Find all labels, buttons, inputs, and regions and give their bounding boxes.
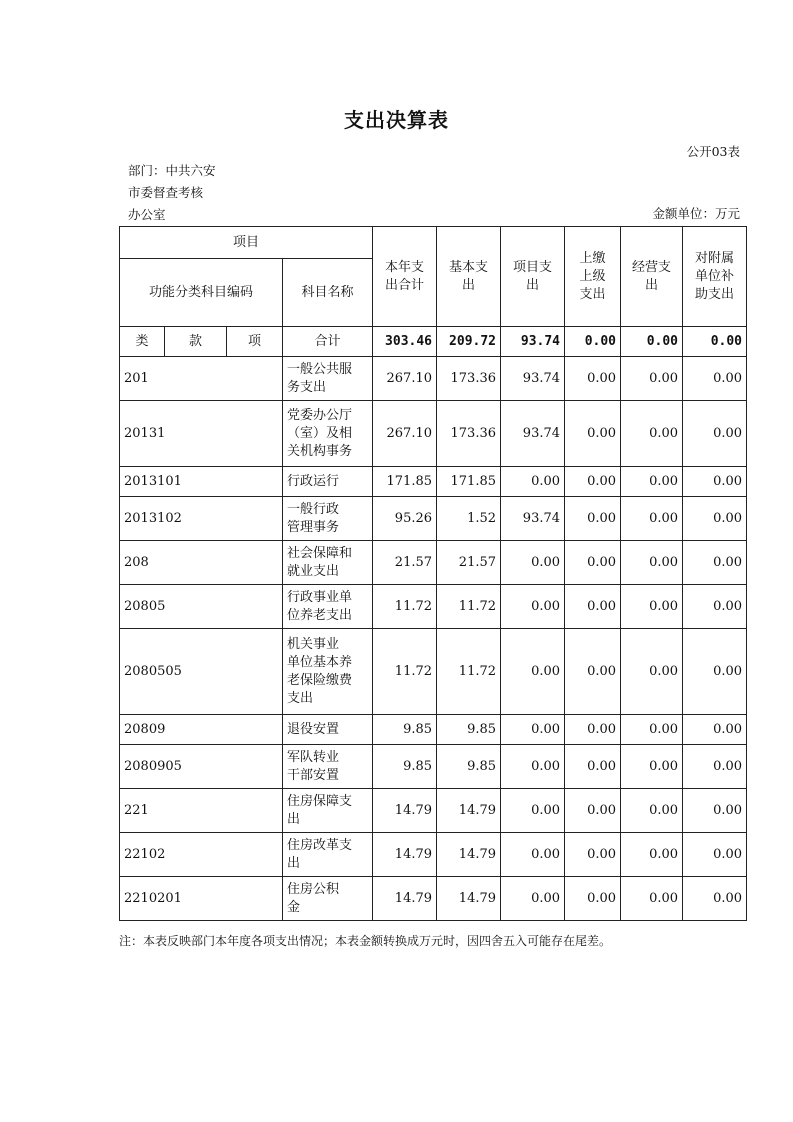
- row-value: 0.00: [621, 745, 683, 789]
- row-value: 14.79: [373, 877, 437, 921]
- row-value: 14.79: [437, 833, 501, 877]
- row-value: 11.72: [437, 629, 501, 715]
- row-value: 0.00: [501, 745, 565, 789]
- row-value: 0.00: [683, 789, 747, 833]
- header-func-code: 功能分类科目编码: [120, 259, 283, 327]
- row-value: 0.00: [621, 401, 683, 467]
- expenditure-table: [119, 226, 747, 921]
- row-subject-name-line: 务支出: [287, 379, 327, 395]
- row-value: 0.00: [621, 541, 683, 585]
- row-code: 2080505: [120, 629, 283, 715]
- row-value: 0.00: [565, 833, 621, 877]
- row-subject-name-line: 住房公积: [287, 881, 340, 897]
- row-value: 14.79: [437, 789, 501, 833]
- row-value: 0.00: [565, 789, 621, 833]
- total-value: 0.00: [683, 327, 747, 357]
- row-value: 9.85: [373, 715, 437, 745]
- table-row: [120, 745, 747, 789]
- header-col: [373, 227, 437, 327]
- row-code: 2210201: [120, 877, 283, 921]
- row-subject-name: [283, 467, 373, 497]
- total-label: 合计: [283, 327, 373, 357]
- row-subject-name: [283, 585, 373, 629]
- amount-unit: 金额单位：万元: [652, 206, 740, 221]
- header-lei: 类: [120, 327, 165, 357]
- row-subject-name-line: 一般公共服: [287, 361, 353, 377]
- header-col-line: 本年支: [385, 259, 425, 275]
- row-value: 0.00: [683, 585, 747, 629]
- row-value: 173.36: [437, 401, 501, 467]
- row-value: 171.85: [373, 467, 437, 497]
- row-subject-name: [283, 629, 373, 715]
- row-code: 20131: [120, 401, 283, 467]
- row-subject-name-line: 行政运行: [287, 473, 340, 489]
- row-value: 0.00: [565, 715, 621, 745]
- row-value: 21.57: [437, 541, 501, 585]
- row-code: 201: [120, 357, 283, 401]
- row-value: 267.10: [373, 401, 437, 467]
- row-value: 1.52: [437, 497, 501, 541]
- row-value: 0.00: [501, 789, 565, 833]
- header-col-line: 出合计: [385, 277, 425, 293]
- row-subject-name-line: 住房保障支: [287, 793, 353, 809]
- row-subject-name-line: 就业支出: [287, 563, 340, 579]
- department-line: 办公室: [128, 207, 166, 222]
- row-subject-name-line: 支出: [287, 690, 314, 706]
- row-code: 221: [120, 789, 283, 833]
- row-value: 0.00: [565, 401, 621, 467]
- row-subject-name-line: 退役安置: [287, 721, 340, 737]
- row-value: 0.00: [683, 629, 747, 715]
- row-subject-name: [283, 357, 373, 401]
- row-value: 0.00: [621, 789, 683, 833]
- header-col-line: 出: [462, 277, 476, 293]
- row-subject-name-line: 社会保障和: [287, 545, 353, 561]
- department-line: 市委督查考核: [128, 185, 204, 200]
- row-value: 21.57: [373, 541, 437, 585]
- row-code: 20805: [120, 585, 283, 629]
- header-col-line: 基本支: [449, 259, 489, 275]
- row-value: 93.74: [501, 357, 565, 401]
- table-row: [120, 715, 747, 745]
- row-value: 171.85: [437, 467, 501, 497]
- row-subject-name-line: 单位基本养: [287, 654, 353, 670]
- row-code: 22102: [120, 833, 283, 877]
- header-row: [120, 227, 747, 259]
- header-col: [501, 227, 565, 327]
- row-value: 0.00: [621, 715, 683, 745]
- header-col-line: 项目支: [513, 259, 553, 275]
- row-value: 267.10: [373, 357, 437, 401]
- table-row: [120, 877, 747, 921]
- row-subject-name-line: 住房改革支: [287, 837, 353, 853]
- row-value: 0.00: [501, 715, 565, 745]
- row-subject-name-line: 金: [287, 899, 301, 915]
- row-subject-name-line: 军队转业: [287, 749, 340, 765]
- row-value: 95.26: [373, 497, 437, 541]
- row-subject-name-line: 一般行政: [287, 501, 340, 517]
- row-value: 0.00: [683, 745, 747, 789]
- row-value: 0.00: [683, 833, 747, 877]
- row-value: 0.00: [621, 833, 683, 877]
- row-value: 0.00: [565, 585, 621, 629]
- header-col-line: 经营支: [632, 259, 672, 275]
- row-value: 0.00: [621, 497, 683, 541]
- row-value: 11.72: [373, 585, 437, 629]
- row-value: 0.00: [501, 541, 565, 585]
- header-col-line: 出: [645, 277, 659, 293]
- row-value: 14.79: [373, 833, 437, 877]
- row-subject-name: [283, 715, 373, 745]
- row-subject-name-line: 机关事业: [287, 636, 340, 652]
- header-kuan: 款: [165, 327, 227, 357]
- table-row: [120, 357, 747, 401]
- footnote: 注：本表反映部门本年度各项支出情况；本表金额转换成万元时，因四舍五入可能存在尾差。: [119, 934, 612, 948]
- header-col-line: 上级: [579, 268, 606, 284]
- row-value: 0.00: [621, 357, 683, 401]
- table-row: [120, 629, 747, 715]
- header-col-line: 出: [526, 277, 540, 293]
- table-row: [120, 497, 747, 541]
- row-value: 0.00: [501, 629, 565, 715]
- row-value: 0.00: [565, 357, 621, 401]
- total-value: 209.72: [437, 327, 501, 357]
- row-code: 208: [120, 541, 283, 585]
- row-subject-name-line: 行政事业单: [287, 589, 353, 605]
- table-row: [120, 585, 747, 629]
- total-value: 303.46: [373, 327, 437, 357]
- row-value: 0.00: [683, 467, 747, 497]
- row-value: 0.00: [621, 629, 683, 715]
- row-value: 0.00: [565, 745, 621, 789]
- header-subject-name: 科目名称: [283, 259, 373, 327]
- row-code: 2080905: [120, 745, 283, 789]
- total-value: 93.74: [501, 327, 565, 357]
- row-value: 93.74: [501, 497, 565, 541]
- row-value: 0.00: [683, 497, 747, 541]
- row-value: 173.36: [437, 357, 501, 401]
- row-value: 0.00: [501, 833, 565, 877]
- row-subject-name: [283, 745, 373, 789]
- header-col-line: 助支出: [695, 286, 735, 302]
- row-value: 0.00: [565, 629, 621, 715]
- total-value: 0.00: [565, 327, 621, 357]
- row-value: 9.85: [437, 745, 501, 789]
- header-col-line: 上缴: [579, 250, 606, 266]
- table-row: [120, 789, 747, 833]
- row-value: 0.00: [683, 541, 747, 585]
- row-value: 0.00: [621, 467, 683, 497]
- header-xiang: 项: [227, 327, 283, 357]
- row-value: 0.00: [621, 877, 683, 921]
- table-row: [120, 467, 747, 497]
- page-title: 支出决算表: [344, 108, 449, 132]
- department-label: [128, 160, 216, 226]
- row-subject-name-line: 出: [287, 855, 301, 871]
- table-row: [120, 401, 747, 467]
- total-row: [120, 327, 747, 357]
- row-value: 93.74: [501, 401, 565, 467]
- header-col: [683, 227, 747, 327]
- row-value: 0.00: [683, 401, 747, 467]
- row-value: 9.85: [437, 715, 501, 745]
- header-col: [437, 227, 501, 327]
- total-value: 0.00: [621, 327, 683, 357]
- table-row: [120, 833, 747, 877]
- department-line: 部门：中共六安: [128, 163, 216, 178]
- row-value: 0.00: [683, 357, 747, 401]
- row-subject-name-line: （室）及相: [287, 425, 353, 441]
- header-col: [621, 227, 683, 327]
- row-code: 20809: [120, 715, 283, 745]
- row-value: 0.00: [501, 467, 565, 497]
- header-col-line: 对附属: [695, 250, 735, 266]
- row-value: 14.79: [373, 789, 437, 833]
- row-value: 0.00: [501, 877, 565, 921]
- row-value: 11.72: [437, 585, 501, 629]
- row-subject-name: [283, 401, 373, 467]
- row-value: 0.00: [683, 877, 747, 921]
- row-value: 0.00: [621, 585, 683, 629]
- row-subject-name: [283, 541, 373, 585]
- row-subject-name-line: 出: [287, 811, 301, 827]
- row-value: 11.72: [373, 629, 437, 715]
- row-subject-name: [283, 497, 373, 541]
- table-row: [120, 541, 747, 585]
- row-subject-name: [283, 789, 373, 833]
- row-subject-name-line: 老保险缴费: [287, 672, 353, 688]
- header-col: [565, 227, 621, 327]
- form-code: 公开03表: [686, 144, 740, 159]
- row-value: 14.79: [437, 877, 501, 921]
- row-subject-name-line: 管理事务: [287, 519, 340, 535]
- header-col-line: 单位补: [695, 268, 735, 284]
- row-subject-name-line: 关机构事务: [287, 443, 353, 459]
- row-value: 0.00: [683, 715, 747, 745]
- row-subject-name: [283, 877, 373, 921]
- header-col-line: 支出: [579, 286, 606, 302]
- row-value: 0.00: [565, 467, 621, 497]
- row-value: 0.00: [565, 541, 621, 585]
- row-value: 9.85: [373, 745, 437, 789]
- row-value: 0.00: [501, 585, 565, 629]
- header-item: 项目: [120, 227, 373, 259]
- row-code: 2013101: [120, 467, 283, 497]
- row-subject-name: [283, 833, 373, 877]
- row-value: 0.00: [565, 877, 621, 921]
- row-subject-name-line: 位养老支出: [287, 607, 353, 623]
- row-subject-name-line: 干部安置: [287, 767, 340, 783]
- row-subject-name-line: 党委办公厅: [287, 407, 353, 423]
- row-value: 0.00: [565, 497, 621, 541]
- row-code: 2013102: [120, 497, 283, 541]
